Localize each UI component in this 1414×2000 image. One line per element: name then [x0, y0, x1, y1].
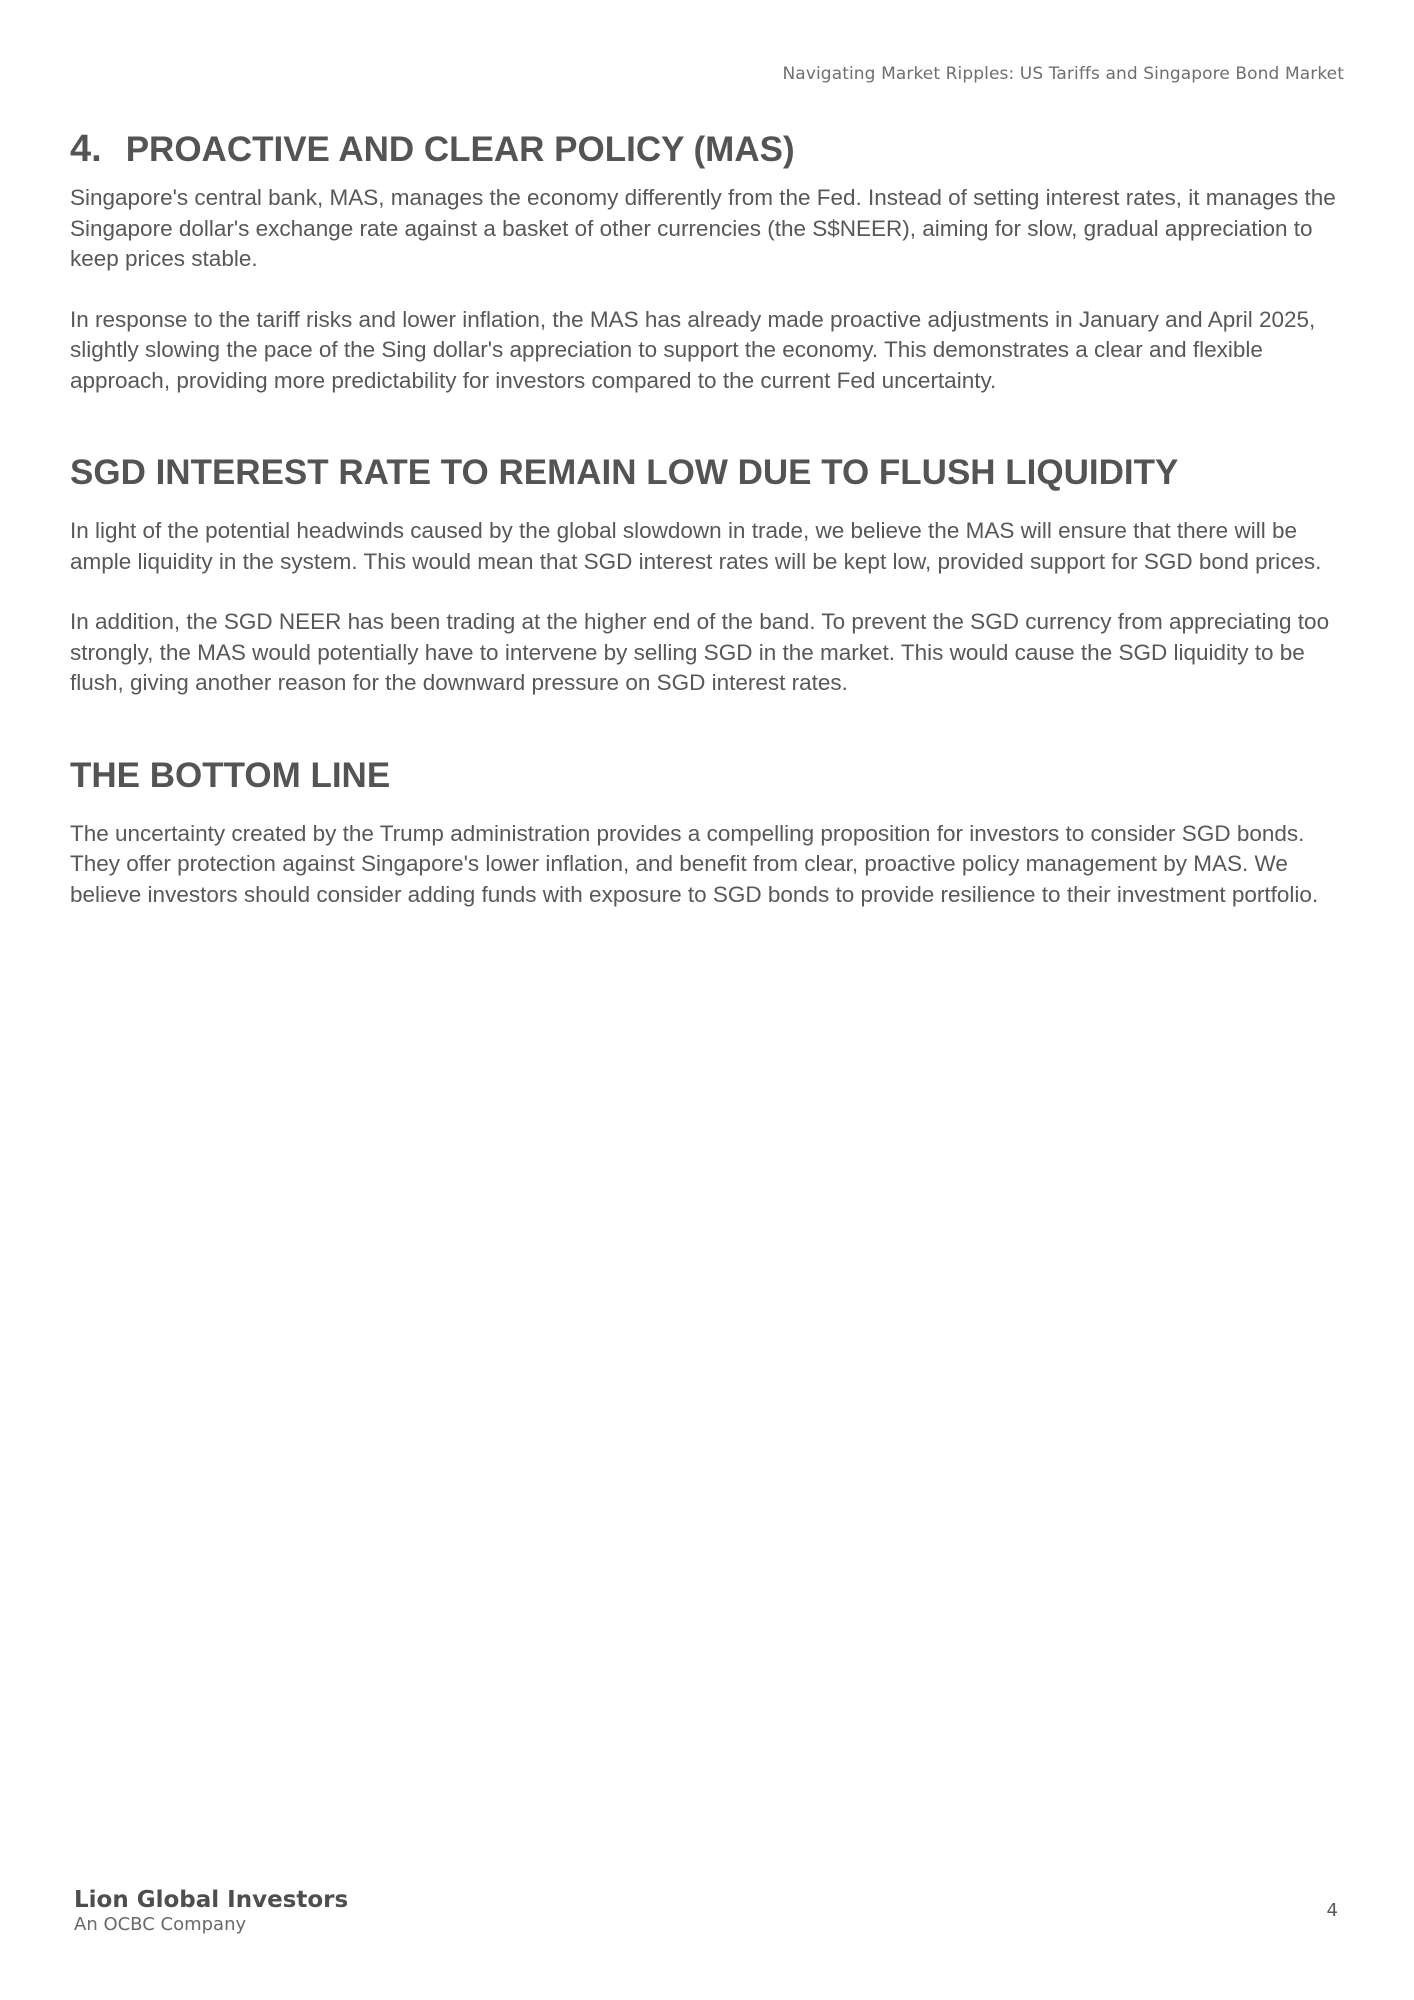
- section-4-title: PROACTIVE AND CLEAR POLICY (MAS): [125, 130, 795, 169]
- section-4-heading: [70, 128, 1352, 171]
- section-4-paragraph-1: Singapore's central bank, MAS, manages the economy differently from the Fed. Instead of setting interest rates, it manages the Singapore dollar's exchange rate against a basket of other currencies (the S$NEER), aiming for slow, gradual appreciation to keep prices stable.: [70, 185, 1336, 271]
- footer-brand: [74, 1886, 348, 1936]
- brand-name: Lion Global Investors: [74, 1887, 349, 1913]
- section-4-paragraph-2: In response to the tariff risks and lower inflation, the MAS has already made proactive adjustments in January and April 2025, slightly slowing the pace of the Sing dollar's appreciation to support the economy. This demonstrates a clear and flexible approach, providing more predictability for investors compared to the current Fed uncertainty.: [70, 306, 1316, 393]
- sgd-section-heading: SGD INTEREST RATE TO REMAIN LOW DUE TO FLUSH LIQUIDITY: [70, 453, 1179, 492]
- section-4-number: 4.: [70, 128, 102, 170]
- brand-subtitle: An OCBC Company: [74, 1914, 247, 1935]
- bottom-line-heading: THE BOTTOM LINE: [70, 755, 391, 795]
- sgd-section-paragraph-1: In light of the potential headwinds caused by the global slowdown in trade, we believe the MAS will ensure that there will be ample liquidity in the system. This would mean that SGD interest rates will be kept low, provided support for SGD bond prices.: [70, 518, 1322, 574]
- bottom-line-paragraph: The uncertainty created by the Trump administration provides a compelling proposition for investors to consider SGD bonds. They offer protection against Singapore's lower inflation, and benefit from clear, proactive policy management by MAS. We believe investors should consider adding funds with exposure to SGD bonds to provide resilience to their investment portfolio.: [70, 820, 1319, 907]
- sgd-section-paragraph-2: In addition, the SGD NEER has been trading at the higher end of the band. To prevent the SGD currency from appreciating too strongly, the MAS would potentially have to intervene by selling SGD in the market. This would cause the SGD liquidity to be flush, giving another reason for the downward pressure on SGD interest rates.: [70, 609, 1330, 695]
- running-header-title: Navigating Market Ripples: US Tariffs and Singapore Bond Market: [782, 64, 1344, 84]
- document-body: [70, 128, 1352, 910]
- page-number: 4: [1326, 1900, 1338, 1921]
